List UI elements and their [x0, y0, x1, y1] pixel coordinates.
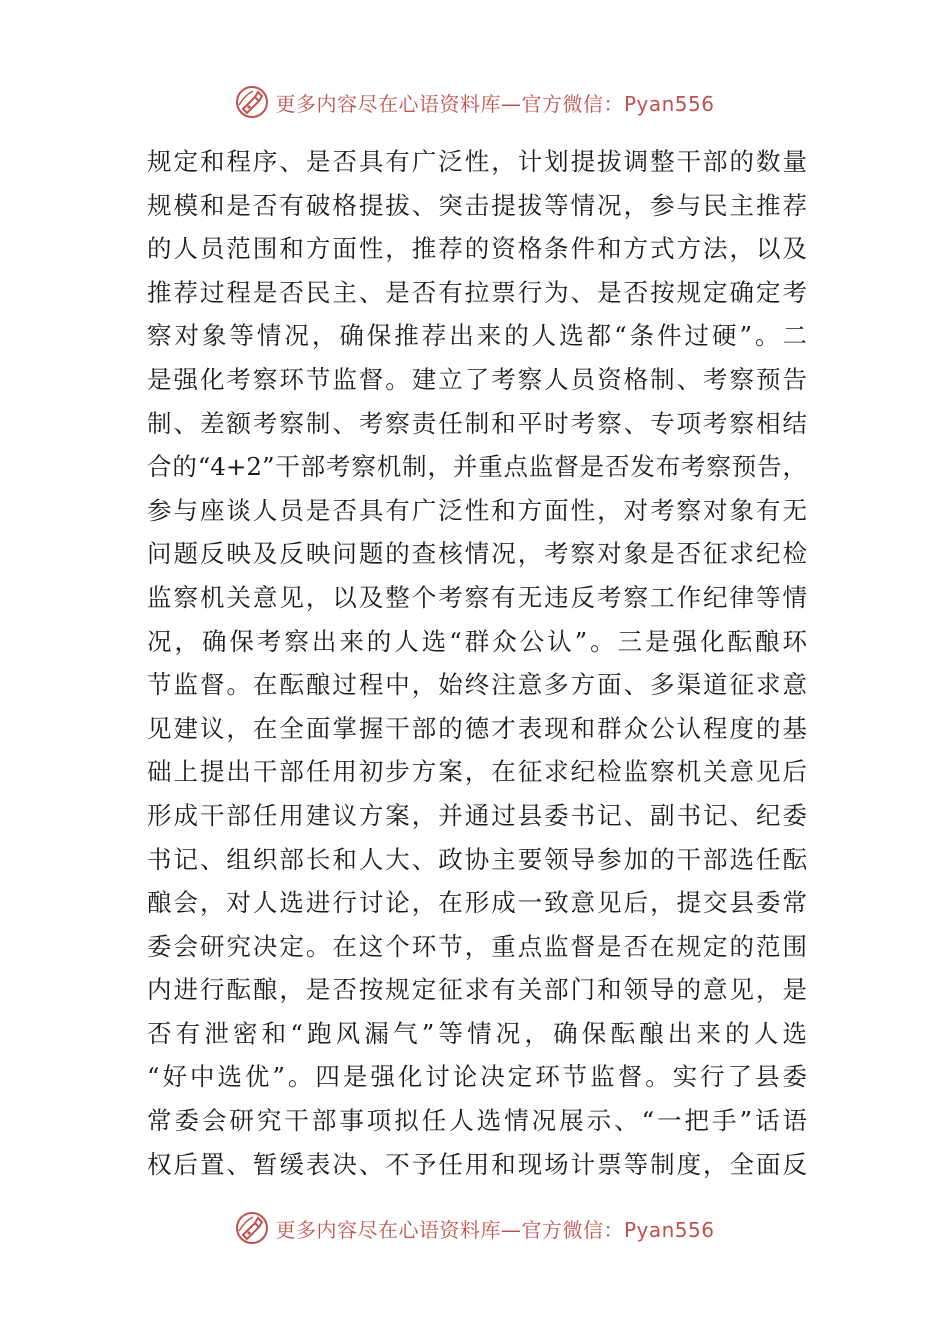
text-line: 参与座谈人员是否具有广泛性和方面性，对考察对象有无	[147, 495, 807, 525]
text-line: 委会研究决定。在这个环节，重点监督是否在规定的范围	[147, 931, 807, 961]
footer-banner-text: 更多内容尽在心语资料库—官方微信：Pyan556	[275, 1217, 715, 1242]
text-line: 监察机关意见，以及整个考察有无违反考察工作纪律等情	[147, 582, 807, 612]
header-banner	[0, 82, 950, 122]
text-line: 常委会研究干部事项拟任人选情况展示、“一把手”话语	[147, 1106, 807, 1136]
text-line: 推荐过程是否民主、是否有拉票行为、是否按规定确定考	[147, 277, 807, 307]
footer-banner	[0, 1208, 950, 1248]
text-line: 酿会，对人选进行讨论，在形成一致意见后，提交县委常	[147, 888, 807, 918]
text-line: 合的“4+2”干部考察机制，并重点监督是否发布考察预告，	[147, 452, 807, 482]
text-line: 内进行酝酿，是否按规定征求有关部门和领导的意见，是	[147, 975, 807, 1005]
text-line: 是强化考察环节监督。建立了考察人员资格制、考察预告	[147, 364, 807, 394]
body-paragraph	[147, 140, 807, 1186]
text-line: 节监督。在酝酿过程中，始终注意多方面、多渠道征求意	[147, 670, 807, 700]
text-line: 察对象等情况，确保推荐出来的人选都“条件过硬”。二	[147, 321, 807, 351]
text-line: 规模和是否有破格提拔、突击提拔等情况，参与民主推荐	[147, 190, 807, 220]
text-line: 否有泄密和“跑风漏气”等情况，确保酝酿出来的人选	[147, 1018, 807, 1048]
text-line: 规定和程序、是否具有广泛性，计划提拔调整干部的数量	[147, 147, 807, 176]
text-line: 书记、组织部长和人大、政协主要领导参加的干部选任酝	[147, 844, 807, 874]
text-line: 形成干部任用建议方案，并通过县委书记、副书记、纪委	[147, 800, 807, 830]
text-line: 础上提出干部任用初步方案，在征求纪检监察机关意见后	[147, 757, 807, 787]
text-line: 问题反映及反映问题的查核情况，考察对象是否征求纪检	[147, 539, 807, 569]
text-line: “好中选优”。四是强化讨论决定环节监督。实行了县委	[147, 1062, 807, 1092]
text-line: 见建议，在全面掌握干部的德才表现和群众公认程度的基	[147, 713, 807, 743]
text-line: 的人员范围和方面性，推荐的资格条件和方式方法，以及	[147, 234, 807, 264]
text-line: 权后置、暂缓表决、不予任用和现场计票等制度，全面反	[147, 1149, 807, 1179]
pen-nib-logo-icon	[235, 85, 269, 119]
text-line: 况，确保考察出来的人选“群众公认”。三是强化酝酿环	[147, 626, 807, 656]
header-banner-text: 更多内容尽在心语资料库—官方微信：Pyan556	[275, 91, 715, 116]
text-line: 制、差额考察制、考察责任制和平时考察、专项考察相结	[147, 408, 807, 438]
pen-nib-logo-icon	[235, 1211, 269, 1245]
